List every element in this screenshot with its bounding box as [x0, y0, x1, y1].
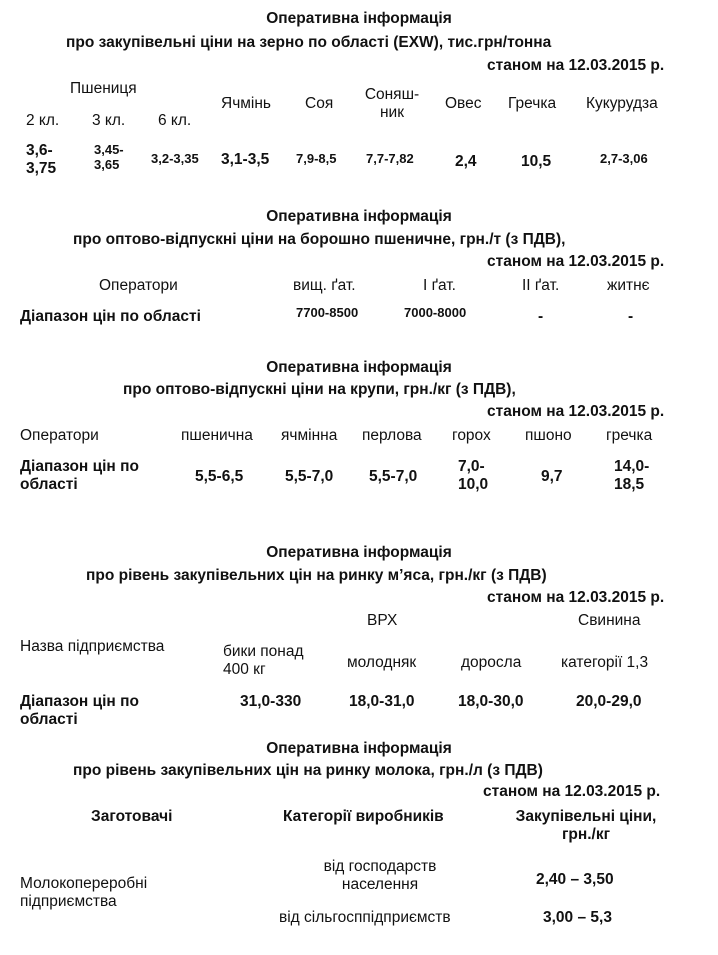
val-barley: 3,1-3,5 — [221, 151, 270, 168]
s4-val-pork: 20,0-29,0 — [576, 693, 642, 710]
s3-date: станом на 12.03.2015 р. — [487, 403, 665, 420]
s2-col-rye: житнє — [607, 277, 650, 294]
s3-row-label: Діапазон цін по області — [20, 458, 139, 493]
wheat-header: Пшениця — [70, 80, 137, 97]
s2-title: Оперативна інформація — [266, 208, 452, 225]
s2-col-top: вищ. ґат. — [293, 277, 356, 294]
s2-val-rye: - — [628, 308, 634, 325]
s4-row-label: Діапазон цін по області — [20, 693, 139, 728]
s3-col-pearl: перлова — [362, 427, 422, 444]
s3-val-wheat: 5,5-6,5 — [195, 468, 244, 485]
val-3kl: 3,45- 3,65 — [94, 142, 124, 172]
s3-col-wheat: пшенична — [181, 427, 253, 444]
s2-date: станом на 12.03.2015 р. — [487, 253, 665, 270]
s5-cat-households: від господарств населення — [323, 858, 437, 893]
s4-col-bulls: бики понад 400 кг — [223, 643, 304, 678]
s4-val-adult: 18,0-30,0 — [458, 693, 524, 710]
s2-val-2: - — [538, 308, 544, 325]
s3-subtitle: про оптово-відпускні ціни на крупи, грн./кг (з ПДВ), — [123, 381, 516, 398]
s1-subtitle: про закупівельні ціни на зерно по області (EXW), тис.грн/тонна — [66, 34, 552, 51]
s4-pork: Свинина — [578, 612, 641, 629]
val-soy: 7,9-8,5 — [296, 151, 337, 166]
s5-subtitle: про рівень закупівельних цін на ринку молока, грн./л (з ПДВ) — [73, 762, 543, 779]
s1-title: Оперативна інформація — [266, 10, 452, 27]
s5-procurer: Молокопереробні підприємства — [20, 875, 148, 910]
s4-vrkh: ВРХ — [367, 612, 398, 629]
val-6kl: 3,2-3,35 — [151, 151, 199, 166]
val-buckwheat: 10,5 — [521, 153, 552, 170]
s2-row-label: Діапазон цін по області — [20, 308, 201, 325]
s1-date: станом на 12.03.2015 р. — [487, 57, 665, 74]
col-sunflower: Соняш- ник — [364, 86, 420, 121]
s4-date: станом на 12.03.2015 р. — [487, 589, 665, 606]
val-corn: 2,7-3,06 — [600, 151, 648, 166]
s4-enterprise: Назва підприємства — [20, 638, 165, 655]
col-corn: Кукурудза — [586, 95, 658, 112]
s5-title: Оперативна інформація — [266, 740, 452, 757]
s3-operators: Оператори — [20, 427, 99, 444]
s3-val-peas: 7,0- 10,0 — [458, 458, 489, 493]
col-barley: Ячмінь — [221, 95, 272, 112]
val-2kl: 3,6- 3,75 — [26, 142, 57, 177]
s3-col-buckwheat: гречка — [606, 427, 653, 444]
s2-operators: Оператори — [99, 277, 178, 294]
s4-val-bulls: 31,0-330 — [240, 693, 302, 710]
col-soy: Соя — [305, 95, 334, 112]
s4-col-pork-cat: категорії 1,3 — [561, 654, 649, 671]
s2-val-1: 7000-8000 — [404, 305, 467, 320]
col-oats: Овес — [445, 95, 482, 112]
s4-title: Оперативна інформація — [266, 544, 452, 561]
s3-val-pearl: 5,5-7,0 — [369, 468, 418, 485]
col-6kl: 6 кл. — [158, 112, 192, 129]
s5-h-categories: Категорії виробників — [283, 808, 444, 825]
s2-val-top: 7700-8500 — [296, 305, 359, 320]
val-oats: 2,4 — [455, 153, 477, 170]
s3-val-buckwheat: 14,0- 18,5 — [614, 458, 650, 493]
col-2kl: 2 кл. — [26, 112, 60, 129]
s3-col-millet: пшоно — [525, 427, 572, 444]
s2-col-2: ІІ ґат. — [522, 277, 560, 294]
s5-cat-agri: від сільгосппідприємств — [279, 909, 451, 926]
col-buckwheat: Гречка — [508, 95, 557, 112]
s4-val-young: 18,0-31,0 — [349, 693, 415, 710]
s4-subtitle: про рівень закупівельних цін на ринку м’яса, грн./кг (з ПДВ) — [86, 567, 547, 584]
s3-title: Оперативна інформація — [266, 359, 452, 376]
s3-val-millet: 9,7 — [541, 468, 563, 485]
s2-subtitle: про оптово-відпускні ціни на борошно пшеничне, грн./т (з ПДВ), — [73, 231, 566, 248]
s5-date: станом на 12.03.2015 р. — [483, 783, 661, 800]
val-sunflower: 7,7-7,82 — [366, 151, 414, 166]
col-3kl: 3 кл. — [92, 112, 126, 129]
s4-col-adult: доросла — [461, 654, 522, 671]
s2-col-1: І ґат. — [423, 277, 456, 294]
s5-h-procurers: Заготовачі — [91, 808, 173, 825]
s5-h-prices: Закупівельні ціни, грн./кг — [515, 808, 657, 843]
s5-price-agri: 3,00 – 5,3 — [543, 909, 612, 926]
s4-col-young: молодняк — [347, 654, 417, 671]
s5-price-households: 2,40 – 3,50 — [536, 871, 614, 888]
s3-col-peas: горох — [452, 427, 491, 444]
s3-col-barley: ячмінна — [281, 427, 338, 444]
s3-val-barley: 5,5-7,0 — [285, 468, 334, 485]
